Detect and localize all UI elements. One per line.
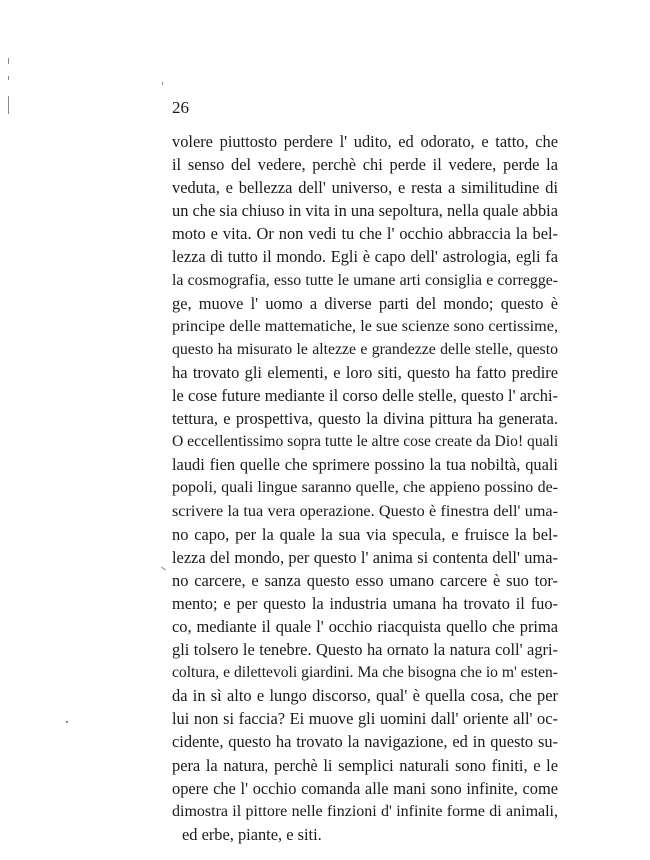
text-line: no carcere, e sanza questo esso umano carcere è suo tor-: [172, 570, 558, 590]
margin-mark: [162, 82, 163, 85]
page-number: 26: [172, 98, 189, 117]
text-line: volere piuttosto perdere l' udito, ed odorato, e tatto, che: [172, 132, 558, 151]
text-line: le cose future mediante il corso delle stelle, questo l' archi-: [172, 386, 558, 406]
text-line: un che sia chiuso in vita in una sepoltura, nella quale abbia: [172, 201, 558, 221]
text-line: principe delle mattematiche, le sue scienze sono certissime,: [172, 316, 558, 335]
text-line: moto e vita. Or non vedi tu che l' occhio abbraccia la bel-: [172, 224, 558, 244]
text-line: da in sì alto e lungo discorso, qual' è quella cosa, che per: [172, 686, 558, 706]
text-line: opere che l' occhio comanda alle mani sono infinite, come: [172, 778, 558, 798]
text-line: lui non si faccia? Ei muove gli uomini dall' oriente all' oc-: [172, 709, 558, 729]
text-line: gli tolsero le tenebre. Questo ha ornato la natura coll' agri-: [172, 640, 558, 660]
margin-mark: [8, 96, 9, 114]
text-line: tettura, e prospettiva, questo la divina pittura ha generata.: [172, 409, 558, 429]
text-line: co, mediante il quale l' occhio riacquista quello che prima: [172, 616, 558, 636]
margin-mark: [161, 567, 166, 571]
text-line: cidente, questo ha trovato la navigazione, ed in questo su-: [172, 732, 558, 752]
margin-mark: [66, 721, 68, 723]
text-line: coltura, e dilettevoli giardini. Ma che bisogna che io m' esten-: [172, 664, 558, 682]
body-text: [172, 130, 558, 846]
margin-mark: [8, 76, 9, 80]
text-line: scrivere la tua vera operazione. Questo è finestra dell' uma-: [172, 501, 558, 520]
text-line: la cosmografia, esso tutte le umane arti consiglia e corregge-: [172, 271, 558, 289]
text-line: ge, muove l' uomo a diverse parti del mondo; questo è: [172, 293, 558, 313]
text-line: ha trovato gli elementi, e loro siti, questo ha fatto predire: [172, 362, 558, 382]
text-line: popoli, quali lingue saranno quelle, che appieno possino de-: [172, 479, 558, 497]
text-line: lezza di tutto il mondo. Egli è capo dell' astrologia, egli fa: [172, 247, 558, 267]
text-line: mento; e per questo la industria umana ha trovato il fuo-: [172, 593, 558, 613]
text-line: questo ha misurato le altezze e grandezze delle stelle, questo: [172, 340, 558, 358]
text-line: no capo, per la quale la sua via specula, e fruisce la bel-: [172, 524, 558, 544]
text-line: dimostra il pittore nelle finzioni d' infinite forme di animali,: [172, 802, 558, 820]
text-line: ed erbe, piante, e siti.: [182, 824, 322, 844]
text-line: pera la natura, perchè li semplici naturali sono finiti, e le: [172, 755, 558, 775]
text-line: veduta, e bellezza dell' universo, e resta a similitudine di: [172, 178, 558, 198]
text-line: O eccellentissimo sopra tutte le altre cose create da Dio! quali: [172, 433, 559, 451]
text-line: laudi fien quelle che sprimere possino la tua nobiltà, quali: [172, 455, 558, 475]
text-line: lezza del mondo, per questo l' anima si contenta dell' uma-: [172, 547, 558, 567]
margin-mark: [8, 58, 9, 64]
text-line: il senso del vedere, perchè chi perde il vedere, perde la: [172, 155, 558, 175]
